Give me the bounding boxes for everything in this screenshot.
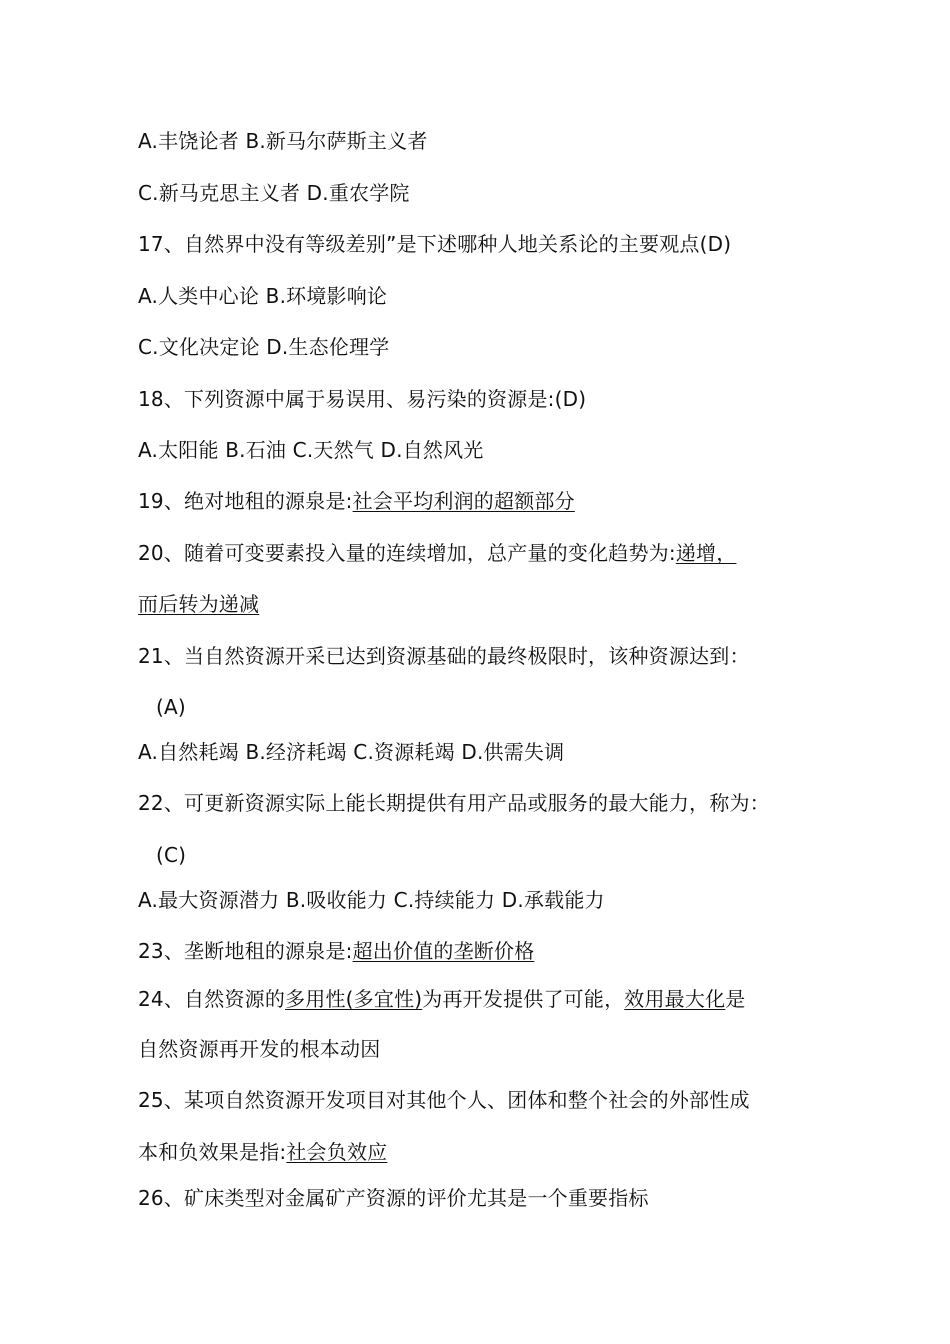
line-text: 26、矿床类型对金属矿产资源的评价尤其是一个重要指标: [138, 1186, 649, 1210]
line-text: A.自然耗竭 B.经济耗竭 C.资源耗竭 D.供需失调: [138, 740, 565, 764]
question-21: [138, 643, 750, 669]
question-24: [138, 986, 745, 1012]
answer-mark: [156, 842, 186, 868]
text-line: [138, 283, 387, 309]
answer-underlined: 效用最大化: [624, 987, 726, 1011]
line-text: 22、可更新资源实际上能长期提供有用产品或服务的最大能力，称为：: [138, 791, 770, 815]
line-text: 23、垄断地租的源泉是:: [138, 939, 353, 963]
answer-underlined: 社会平均利润的超额部分: [352, 489, 575, 513]
question-20: [138, 540, 736, 566]
text-line: [138, 437, 484, 463]
line-text: C.文化决定论 D.生态伦理学: [138, 335, 390, 359]
text-line: [138, 128, 428, 154]
answer-underlined: 递增，: [675, 541, 737, 565]
question-19: [138, 488, 575, 514]
line-text: (C): [156, 843, 187, 867]
line-text: A.人类中心论 B.环境影响论: [138, 284, 388, 308]
answer-underlined: 社会负效应: [286, 1140, 388, 1164]
question-23: [138, 938, 534, 964]
line-text: (A): [156, 695, 186, 719]
line-text: 20、随着可变要素投入量的连续增加，总产量的变化趋势为:: [138, 541, 676, 565]
line-text: 25、某项自然资源开发项目对其他个人、团体和整个社会的外部性成: [138, 1088, 750, 1112]
text-line: [138, 334, 389, 360]
text-line: [138, 887, 605, 913]
text-line: [138, 1139, 387, 1165]
text-line: [138, 180, 410, 206]
text-line: [138, 1036, 380, 1062]
question-26: [138, 1185, 649, 1211]
line-text: 是: [725, 987, 746, 1011]
line-text: 自然资源再开发的根本动因: [138, 1037, 381, 1061]
line-text: A.丰饶论者 B.新马尔萨斯主义者: [138, 129, 428, 153]
line-text: 本和负效果是指:: [138, 1140, 287, 1164]
line-text: 24、自然资源的: [138, 987, 286, 1011]
answer-underlined: 超出价值的垄断价格: [352, 939, 535, 963]
question-18: [138, 386, 586, 412]
answer-underlined: 而后转为递减: [138, 592, 260, 616]
line-text: C.新马克思主义者 D.重农学院: [138, 181, 410, 205]
line-text: 为再开发提供了可能，: [422, 987, 625, 1011]
line-text: 19、绝对地租的源泉是:: [138, 489, 353, 513]
text-line: [138, 739, 564, 765]
question-25: [138, 1087, 750, 1113]
question-22: [138, 790, 770, 816]
line-text: A.太阳能 B.石油 C.天然气 D.自然风光: [138, 438, 484, 462]
line-text: A.最大资源潜力 B.吸收能力 C.持续能力 D.承载能力: [138, 888, 605, 912]
answer-mark: [156, 694, 186, 720]
answer-underlined: 多用性(多宜性): [285, 987, 423, 1011]
line-text: 17、自然界中没有等级差别”是下述哪种人地关系论的主要观点(D): [138, 232, 732, 256]
line-text: 18、下列资源中属于易误用、易污染的资源是:(D): [138, 387, 587, 411]
line-text: 21、当自然资源开采已达到资源基础的最终极限时，该种资源达到：: [138, 644, 750, 668]
text-line: [138, 591, 259, 617]
question-17: [138, 231, 731, 257]
